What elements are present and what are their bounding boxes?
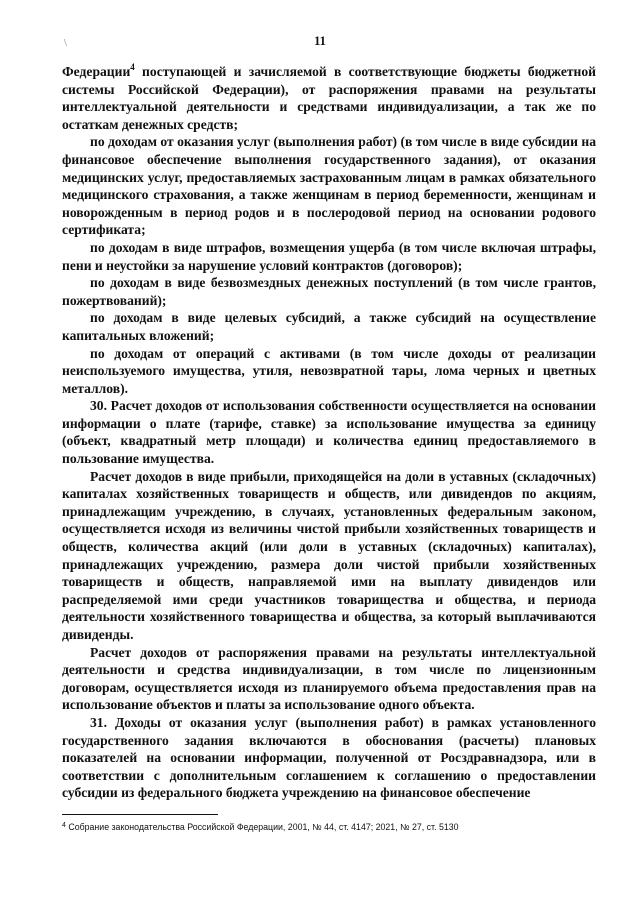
paragraph-intellectual-property: Расчет доходов от распоряжения правами на результаты интеллектуальной деятельности и средства индивидуализации, в том числе по лицензионным договорам, осуществляется исходя из планируемого объема предоставления прав на использование объектов и платы за использование одного объекта. [62, 644, 596, 713]
footnote-text: Собрание законодательства Российской Федерации, 2001, № 44, ст. 4147; 2021, № 27, ст. 5130 [65, 822, 459, 832]
paragraph-dividends: Расчет доходов в виде прибыли, приходящейся на доли в уставных (складочных) капиталах хозяйственных товариществ и обществ, или дивидендов по акциям, принадлежащим учреждению, в случаях, установленных федеральным законом, осуществляется исходя из величины чистой прибыли хозяйственных товариществ и обществ, количества акций (или доли в уставных (складочных) капиталах), принадлежащих учреждению, размера доли чистой прибыли хозяйственных товариществ и обществ, направляемой ими на выплату дивидендов или распределяемой ими среди участников товарищества и общества, и периода деятельности хозяйственного товарищества и общества, за который выплачиваются дивиденды. [62, 468, 596, 642]
footnote-divider [62, 814, 218, 815]
paragraph-fines-income: по доходам в виде штрафов, возмещения ущерба (в том числе включая штрафы, пени и неустойки за нарушение условий контрактов (договоров); [62, 239, 596, 273]
paragraph-continuation [62, 63, 596, 133]
paragraph-target-subsidies: по доходам в виде целевых субсидий, а также субсидий на осуществление капитальных вложений; [62, 310, 596, 343]
page-corner-mark: \ [64, 38, 67, 49]
paragraph-grants-income: по доходам в виде безвозмездных денежных поступлений (в том числе грантов, пожертвований); [62, 275, 596, 308]
paragraph-clause-30: 30. Расчет доходов от использования собственности осуществляется на основании информации о плате (тарифе, ставке) за использование имущества за единицу (объект, квадратный метр площади) и количества единиц предоставляемого в пользование имущества. [62, 398, 596, 467]
footnote-marker: 4 [62, 822, 66, 829]
paragraph-asset-operations: по доходам от операций с активами (в том числе доходы от реализации неиспользуемого имущества, утиля, невозвратной тары, лома черных и цветных металлов). [62, 345, 596, 396]
footnote-reference: 4 [130, 62, 135, 72]
paragraph-clause-31: 31. Доходы от оказания услуг (выполнения работ) в рамках установленного государственного задания включаются в обоснования (расчеты) плановых показателей на основании информации, полученной от Росздравнадзора, или в соответствии с дополнительным соглашением к соглашению о предоставлении субсидии из федерального бюджета учреждению на финансовое обеспечение [62, 714, 596, 801]
footnote [62, 822, 596, 833]
document-body [62, 63, 596, 802]
paragraph-text: поступающей и зачисляемой в соответствующие бюджеты бюджетной системы Российской Федерации), от распоряжения правами на результаты интеллектуальной деятельности и средствами индивидуализации, а так же по остаткам денежных средств; [62, 64, 596, 132]
paragraph-service-income: по доходам от оказания услуг (выполнения работ) (в том числе в виде субсидии на финансовое обеспечение выполнения государственного задания), от оказания медицинских услуг, предоставляемых застрахованным лицам в рамках обязательного медицинского страхования, а также женщинам в период беременности, женщинам и новорожденным в период родов и в послеродовой период на основании родового сертификата; [62, 134, 596, 238]
page-number: 11 [314, 34, 326, 48]
paragraph-text: Федерации [62, 64, 131, 79]
